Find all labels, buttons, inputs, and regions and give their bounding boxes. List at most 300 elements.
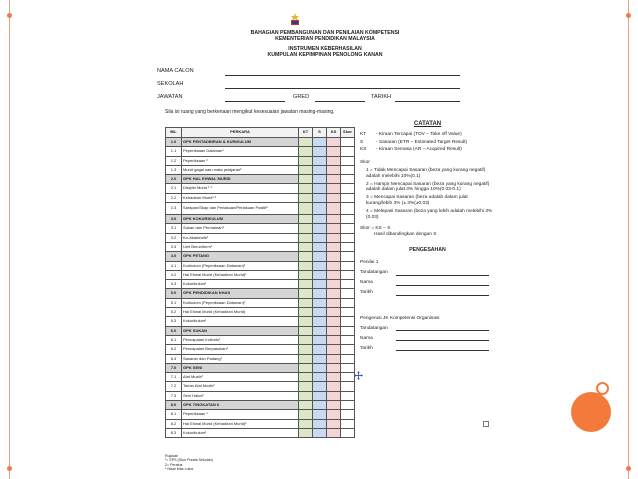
cell-number: 6.1 bbox=[166, 335, 182, 344]
legend-value: - Sasaran (ETR – Estimated Target Result) bbox=[376, 139, 468, 145]
cell-number: 6.3 bbox=[166, 354, 182, 363]
cell-number: 1.1 bbox=[166, 147, 182, 156]
cell-s[interactable] bbox=[313, 242, 327, 251]
cell-s[interactable] bbox=[313, 203, 327, 215]
cell-s[interactable] bbox=[313, 224, 327, 233]
table-section-row bbox=[166, 363, 355, 372]
cell-number: 5.0 bbox=[166, 289, 182, 298]
cell-skor[interactable] bbox=[341, 419, 355, 428]
decorative-circle bbox=[571, 392, 611, 432]
cell-s[interactable] bbox=[313, 428, 327, 437]
table-row bbox=[166, 354, 355, 363]
cell-kt[interactable] bbox=[299, 345, 313, 354]
cell-s[interactable] bbox=[313, 373, 327, 382]
skor-formula: Skor = KS − S bbox=[360, 226, 391, 232]
table-row bbox=[166, 270, 355, 279]
cell-ks[interactable] bbox=[327, 175, 341, 184]
cell-kt[interactable] bbox=[299, 401, 313, 410]
date-line[interactable] bbox=[396, 345, 489, 351]
pengerusi-label: Pengerusi JK Kompetensi Organisasi bbox=[360, 315, 440, 321]
field-label-gred: GRED bbox=[293, 94, 310, 100]
cell-item: Kehadiran Murid¹ ² bbox=[182, 193, 299, 202]
cell-item: Seni Halus² bbox=[182, 391, 299, 400]
legend-value: - Kiraan Semasa (AR – Acquired Result) bbox=[376, 147, 462, 153]
cell-skor[interactable] bbox=[341, 428, 355, 437]
cell-number: 2.1 bbox=[166, 184, 182, 193]
cell-ks[interactable] bbox=[327, 373, 341, 382]
cell-s[interactable] bbox=[313, 147, 327, 156]
penilai-label: Penilai 1 bbox=[360, 259, 379, 265]
cell-ks[interactable] bbox=[327, 345, 341, 354]
table-section-row bbox=[166, 401, 355, 410]
table-row bbox=[166, 224, 355, 233]
cell-ks[interactable] bbox=[327, 184, 341, 193]
cell-skor[interactable] bbox=[341, 242, 355, 251]
cell-ks[interactable] bbox=[327, 419, 341, 428]
cell-ks[interactable] bbox=[327, 270, 341, 279]
field-label-jawatan: JAWATAN bbox=[157, 94, 183, 100]
cell-skor[interactable] bbox=[341, 233, 355, 242]
table-row bbox=[166, 203, 355, 215]
cell-item: GPK TINGKATAN 6 bbox=[182, 401, 299, 410]
cell-skor[interactable] bbox=[341, 335, 355, 344]
cell-ks[interactable] bbox=[327, 252, 341, 261]
cell-item: GPK PENTADBIRAN & KURIKULUM bbox=[182, 138, 299, 147]
cell-number: 7.3 bbox=[166, 391, 182, 400]
header-bil: BIL bbox=[166, 128, 182, 138]
cell-kt[interactable] bbox=[299, 184, 313, 193]
cell-number: 8.2 bbox=[166, 419, 182, 428]
cell-s[interactable] bbox=[313, 363, 327, 372]
field-label-nama: NAMA CALON bbox=[157, 68, 194, 74]
cell-number: 1.0 bbox=[166, 138, 182, 147]
cell-ks[interactable] bbox=[327, 233, 341, 242]
header-line-4: KUMPULAN KEPIMPINAN PENOLONG KANAN bbox=[267, 52, 383, 58]
cell-s[interactable] bbox=[313, 193, 327, 202]
header-line-1: BAHAGIAN PEMBANGUNAN DAN PENILAIAN KOMPETENSI bbox=[250, 30, 400, 36]
corner-dot-bottom-left bbox=[7, 466, 12, 471]
cell-item: Disiplin Murid ¹ ² bbox=[182, 184, 299, 193]
cell-ks[interactable] bbox=[327, 354, 341, 363]
header-kt: KT bbox=[299, 128, 313, 138]
header-ks: KS bbox=[327, 128, 341, 138]
cell-s[interactable] bbox=[313, 280, 327, 289]
table-row bbox=[166, 419, 355, 428]
cell-item: GPK SUKAN bbox=[182, 326, 299, 335]
cell-kt[interactable] bbox=[299, 193, 313, 202]
cell-skor[interactable] bbox=[341, 224, 355, 233]
cell-s[interactable] bbox=[313, 335, 327, 344]
date-line[interactable] bbox=[396, 290, 489, 296]
cell-kt[interactable] bbox=[299, 391, 313, 400]
cell-skor[interactable] bbox=[341, 156, 355, 165]
slide-border-right bbox=[628, 0, 629, 479]
header-s: S bbox=[313, 128, 327, 138]
cell-number: 3.1 bbox=[166, 224, 182, 233]
cell-number: 7.1 bbox=[166, 373, 182, 382]
cell-skor[interactable] bbox=[341, 165, 355, 174]
cell-kt[interactable] bbox=[299, 373, 313, 382]
corner-dot-top-right bbox=[626, 13, 631, 18]
table-row bbox=[166, 391, 355, 400]
cell-ks[interactable] bbox=[327, 215, 341, 224]
cell-skor[interactable] bbox=[341, 147, 355, 156]
cell-kt[interactable] bbox=[299, 224, 313, 233]
table-row bbox=[166, 335, 355, 344]
signature-line[interactable] bbox=[396, 325, 489, 331]
header-skor: Skor bbox=[341, 128, 355, 138]
cell-ks[interactable] bbox=[327, 363, 341, 372]
cell-kt[interactable] bbox=[299, 317, 313, 326]
cell-number: 6.0 bbox=[166, 326, 182, 335]
cell-item: GPK PENDIDIKAN KHAS bbox=[182, 289, 299, 298]
date-row bbox=[360, 345, 495, 351]
cell-item: Hal Ehwal Murid (Kehadiran Murid) bbox=[182, 308, 299, 317]
footnote-item: ¹= SPS (Skor Purata Sekolah) bbox=[165, 458, 213, 463]
cell-number: 5.2 bbox=[166, 308, 182, 317]
cell-skor[interactable] bbox=[341, 138, 355, 147]
table-row bbox=[166, 345, 355, 354]
cell-s[interactable] bbox=[313, 165, 327, 174]
table-section-row bbox=[166, 138, 355, 147]
cell-number: 3.2 bbox=[166, 233, 182, 242]
cell-s[interactable] bbox=[313, 184, 327, 193]
cell-skor[interactable] bbox=[341, 175, 355, 184]
signature-line[interactable] bbox=[396, 270, 489, 276]
cell-number: 1.3 bbox=[166, 165, 182, 174]
header-line-2: KEMENTERIAN PENDIDIKAN MALAYSIA bbox=[275, 36, 375, 42]
cell-s[interactable] bbox=[313, 401, 327, 410]
resize-handle[interactable] bbox=[483, 421, 489, 427]
cell-number: 2.0 bbox=[166, 175, 182, 184]
cell-ks[interactable] bbox=[327, 289, 341, 298]
cell-ks[interactable] bbox=[327, 147, 341, 156]
cell-kt[interactable] bbox=[299, 326, 313, 335]
cell-s[interactable] bbox=[313, 354, 327, 363]
cell-ks[interactable] bbox=[327, 382, 341, 391]
skor-row-3: 3 = Mencapai Sasaran (beza adalah dalam julat kurang/lebih 3% (± 3%(±0.03) bbox=[366, 195, 468, 206]
cell-item: Tarian Alat Muzik² bbox=[182, 382, 299, 391]
cell-skor[interactable] bbox=[341, 317, 355, 326]
cell-kt[interactable] bbox=[299, 242, 313, 251]
cell-s[interactable] bbox=[313, 261, 327, 270]
cell-kt[interactable] bbox=[299, 138, 313, 147]
cell-s[interactable] bbox=[313, 298, 327, 307]
notes-panel bbox=[360, 122, 495, 351]
cell-s[interactable] bbox=[313, 175, 327, 184]
cell-s[interactable] bbox=[313, 252, 327, 261]
cell-item: GPK KOKURIKULUM bbox=[182, 215, 299, 224]
cell-kt[interactable] bbox=[299, 363, 313, 372]
cell-item: Sarapan/Skap dan Perlakuan/Perlakuan Positif¹ bbox=[182, 203, 299, 215]
legend-key: S bbox=[360, 139, 364, 145]
cell-skor[interactable] bbox=[341, 345, 355, 354]
table-row bbox=[166, 317, 355, 326]
cell-skor[interactable] bbox=[341, 298, 355, 307]
coat-of-arms-icon bbox=[288, 12, 302, 26]
cell-skor[interactable] bbox=[341, 203, 355, 215]
cell-skor[interactable] bbox=[341, 391, 355, 400]
cell-ks[interactable] bbox=[327, 410, 341, 419]
cell-item: Kokurikulum¹ bbox=[182, 280, 299, 289]
footnotes bbox=[165, 454, 213, 472]
cell-item: Pencapaian Berpasukan¹ bbox=[182, 345, 299, 354]
table-section-row bbox=[166, 252, 355, 261]
name-label: Nama bbox=[360, 335, 373, 341]
cell-s[interactable] bbox=[313, 382, 327, 391]
legend-key: KT bbox=[360, 131, 367, 137]
cell-item: Unit Beruniform¹ bbox=[182, 242, 299, 251]
cell-kt[interactable] bbox=[299, 165, 313, 174]
cell-ks[interactable] bbox=[327, 298, 341, 307]
table-section-row bbox=[166, 326, 355, 335]
cell-item: Hal Ehwal Murid (Kehadiran Murid)² bbox=[182, 419, 299, 428]
cell-kt[interactable] bbox=[299, 261, 313, 270]
cell-ks[interactable] bbox=[327, 224, 341, 233]
cell-s[interactable] bbox=[313, 410, 327, 419]
cell-number: 2.2 bbox=[166, 193, 182, 202]
cell-skor[interactable] bbox=[341, 363, 355, 372]
skor-row-4: 4 = Melepasi Sasaran (beza yang lebih adalah melebihi 3%(0.03) bbox=[366, 208, 493, 220]
cell-skor[interactable] bbox=[341, 193, 355, 202]
cell-item: Kokurikulum¹ bbox=[182, 317, 299, 326]
cell-ks[interactable] bbox=[327, 391, 341, 400]
skor-formula-note: Hasil dibandingkan dengan S bbox=[374, 232, 437, 238]
footnote-item: 2= Peratus bbox=[165, 462, 183, 467]
cell-kt[interactable] bbox=[299, 382, 313, 391]
cell-item: Murid gagal satu mata pelajaran² bbox=[182, 165, 299, 174]
cell-skor[interactable] bbox=[341, 215, 355, 224]
table-row bbox=[166, 261, 355, 270]
legend-row-s bbox=[360, 140, 495, 146]
legend-key: KS bbox=[360, 147, 367, 153]
cell-kt[interactable] bbox=[299, 175, 313, 184]
table-row bbox=[166, 280, 355, 289]
header-perkara: PERKARA bbox=[182, 128, 299, 138]
cell-number: 7.0 bbox=[166, 363, 182, 372]
move-handle-icon[interactable] bbox=[354, 371, 363, 380]
footnote-item: * Nisar Mas Lulus bbox=[165, 467, 194, 472]
cell-ks[interactable] bbox=[327, 165, 341, 174]
cell-skor[interactable] bbox=[341, 184, 355, 193]
cell-s[interactable] bbox=[313, 326, 327, 335]
cell-s[interactable] bbox=[313, 345, 327, 354]
date-label: Tarikh bbox=[360, 345, 373, 351]
cell-s[interactable] bbox=[313, 317, 327, 326]
signature-label: Tandatangan bbox=[360, 325, 388, 331]
cell-kt[interactable] bbox=[299, 410, 313, 419]
table-row bbox=[166, 193, 355, 202]
cell-number: 2.3 bbox=[166, 203, 182, 215]
cell-item: Kurikulum (Peperiksaan Dalaman)¹ bbox=[182, 298, 299, 307]
cell-skor[interactable] bbox=[341, 261, 355, 270]
instruction-text: Sila isi ruang yang berkenaan mengikut kesesuaian jawatan masing-masing. bbox=[165, 109, 335, 115]
cell-skor[interactable] bbox=[341, 270, 355, 279]
legend-row-ks bbox=[360, 147, 495, 153]
signature-title: PENGESAHAN bbox=[409, 246, 446, 253]
cell-ks[interactable] bbox=[327, 317, 341, 326]
cell-kt[interactable] bbox=[299, 233, 313, 242]
field-label-sekolah: SEKOLAH bbox=[157, 81, 184, 87]
cell-kt[interactable] bbox=[299, 428, 313, 437]
cell-s[interactable] bbox=[313, 156, 327, 165]
cell-number: 6.2 bbox=[166, 345, 182, 354]
table-row bbox=[166, 233, 355, 242]
table-row bbox=[166, 382, 355, 391]
cell-kt[interactable] bbox=[299, 280, 313, 289]
footnote-title: Rujukan bbox=[165, 454, 179, 458]
table-section-row bbox=[166, 289, 355, 298]
signature-row bbox=[360, 325, 495, 331]
cell-ks[interactable] bbox=[327, 242, 341, 251]
skor-title: Skor bbox=[360, 160, 370, 166]
cell-kt[interactable] bbox=[299, 147, 313, 156]
table-row bbox=[166, 147, 355, 156]
field-line-gred bbox=[315, 101, 365, 102]
table-row bbox=[166, 298, 355, 307]
cell-kt[interactable] bbox=[299, 419, 313, 428]
assessment-table bbox=[165, 127, 355, 438]
cell-item: Peperiksaan ² bbox=[182, 156, 299, 165]
cell-ks[interactable] bbox=[327, 308, 341, 317]
cell-ks[interactable] bbox=[327, 326, 341, 335]
cell-kt[interactable] bbox=[299, 203, 313, 215]
cell-kt[interactable] bbox=[299, 156, 313, 165]
table-row bbox=[166, 308, 355, 317]
cell-kt[interactable] bbox=[299, 298, 313, 307]
cell-s[interactable] bbox=[313, 391, 327, 400]
table-row bbox=[166, 428, 355, 437]
cell-kt[interactable] bbox=[299, 252, 313, 261]
cell-ks[interactable] bbox=[327, 401, 341, 410]
table-section-row bbox=[166, 175, 355, 184]
cell-ks[interactable] bbox=[327, 156, 341, 165]
cell-number: 3.0 bbox=[166, 215, 182, 224]
cell-item: GPK HAL EHWAL MURID bbox=[182, 175, 299, 184]
cell-kt[interactable] bbox=[299, 335, 313, 344]
cell-s[interactable] bbox=[313, 419, 327, 428]
cell-item: Sukan dan Permainan¹ bbox=[182, 224, 299, 233]
cell-number: 8.3 bbox=[166, 428, 182, 437]
field-line-nama bbox=[225, 75, 460, 76]
cell-item: Sasaran dan Padang¹ bbox=[182, 354, 299, 363]
legend-value: - Kiraan Tercapai (TOV – Take off Value) bbox=[376, 131, 462, 137]
name-row bbox=[360, 335, 495, 341]
skor-row-2: 2 = Hampir Mencapai Sasaran (beza yang kurang negatif) adalah dalam julat 3% hingga 10%(0.03-0.1) bbox=[366, 181, 490, 193]
cell-number: 4.2 bbox=[166, 270, 182, 279]
cell-number: 4.0 bbox=[166, 252, 182, 261]
cell-ks[interactable] bbox=[327, 203, 341, 215]
slide-border-left bbox=[9, 0, 10, 479]
cell-item: Peperiksaan ¹ bbox=[182, 410, 299, 419]
cell-ks[interactable] bbox=[327, 335, 341, 344]
cell-ks[interactable] bbox=[327, 261, 341, 270]
corner-dot-top-left bbox=[7, 13, 12, 18]
date-row bbox=[360, 290, 495, 296]
cell-number: 3.3 bbox=[166, 242, 182, 251]
cell-item: Pencapaian Individu¹ bbox=[182, 335, 299, 344]
field-line-tarikh bbox=[395, 101, 460, 102]
signature-row bbox=[360, 270, 495, 276]
header-line-3: INSTRUMEN KEBERHASILAN bbox=[288, 46, 362, 52]
cell-number: 1.2 bbox=[166, 156, 182, 165]
table-body bbox=[166, 138, 355, 438]
table-row bbox=[166, 410, 355, 419]
cell-s[interactable] bbox=[313, 233, 327, 242]
field-line-sekolah bbox=[225, 88, 460, 89]
cell-kt[interactable] bbox=[299, 270, 313, 279]
cell-s[interactable] bbox=[313, 289, 327, 298]
name-row bbox=[360, 280, 495, 286]
cell-item: GPK SENI bbox=[182, 363, 299, 372]
cell-kt[interactable] bbox=[299, 215, 313, 224]
table-row bbox=[166, 184, 355, 193]
cell-number: 4.1 bbox=[166, 261, 182, 270]
cell-kt[interactable] bbox=[299, 308, 313, 317]
table-section-row bbox=[166, 215, 355, 224]
decorative-ring bbox=[596, 382, 609, 395]
cell-item: Peperiksaan Dalaman¹ bbox=[182, 147, 299, 156]
cell-number: 5.1 bbox=[166, 298, 182, 307]
cell-kt[interactable] bbox=[299, 289, 313, 298]
cell-kt[interactable] bbox=[299, 354, 313, 363]
cell-number: 5.3 bbox=[166, 317, 182, 326]
cell-ks[interactable] bbox=[327, 280, 341, 289]
table-row bbox=[166, 242, 355, 251]
table-row bbox=[166, 165, 355, 174]
cell-item: Ko-Akademik¹ bbox=[182, 233, 299, 242]
cell-item: Kokurikulum¹ bbox=[182, 428, 299, 437]
cell-skor[interactable] bbox=[341, 382, 355, 391]
field-label-tarikh: TARIKH bbox=[371, 94, 392, 100]
cell-s[interactable] bbox=[313, 270, 327, 279]
cell-number: 7.2 bbox=[166, 382, 182, 391]
cell-item: GPK PETANG bbox=[182, 252, 299, 261]
corner-dot-bottom-right bbox=[626, 466, 631, 471]
cell-ks[interactable] bbox=[327, 428, 341, 437]
cell-item: Alat Muzik² bbox=[182, 373, 299, 382]
signature-label: Tandatangan bbox=[360, 269, 388, 275]
name-line[interactable] bbox=[396, 335, 489, 341]
cell-s[interactable] bbox=[313, 215, 327, 224]
document-page bbox=[155, 12, 495, 472]
cell-ks[interactable] bbox=[327, 193, 341, 202]
date-label: Tarikh bbox=[360, 289, 373, 295]
cell-skor[interactable] bbox=[341, 252, 355, 261]
table-header-row bbox=[166, 128, 355, 138]
cell-skor[interactable] bbox=[341, 373, 355, 382]
cell-skor[interactable] bbox=[341, 401, 355, 410]
cell-skor[interactable] bbox=[341, 289, 355, 298]
cell-item: Hal Ehwal Murid (Kehadiran Murid)¹ bbox=[182, 270, 299, 279]
name-label: Nama bbox=[360, 279, 373, 285]
skor-row-1: 1 = Tidak Mencapai Sasaran (beza yang kurang negatif) adalah melebihi 10%(0.1) bbox=[366, 167, 486, 179]
cell-skor[interactable] bbox=[341, 410, 355, 419]
cell-ks[interactable] bbox=[327, 138, 341, 147]
cell-skor[interactable] bbox=[341, 280, 355, 289]
cell-item: Kurikulum (Peperiksaan Dalaman)¹ bbox=[182, 261, 299, 270]
notes-title: CATATAN bbox=[413, 121, 442, 127]
cell-number: 8.0 bbox=[166, 401, 182, 410]
cell-s[interactable] bbox=[313, 308, 327, 317]
cell-skor[interactable] bbox=[341, 326, 355, 335]
table-row bbox=[166, 373, 355, 382]
cell-s[interactable] bbox=[313, 138, 327, 147]
cell-skor[interactable] bbox=[341, 354, 355, 363]
field-line-jawatan bbox=[225, 101, 285, 102]
cell-skor[interactable] bbox=[341, 308, 355, 317]
name-line[interactable] bbox=[396, 280, 489, 286]
